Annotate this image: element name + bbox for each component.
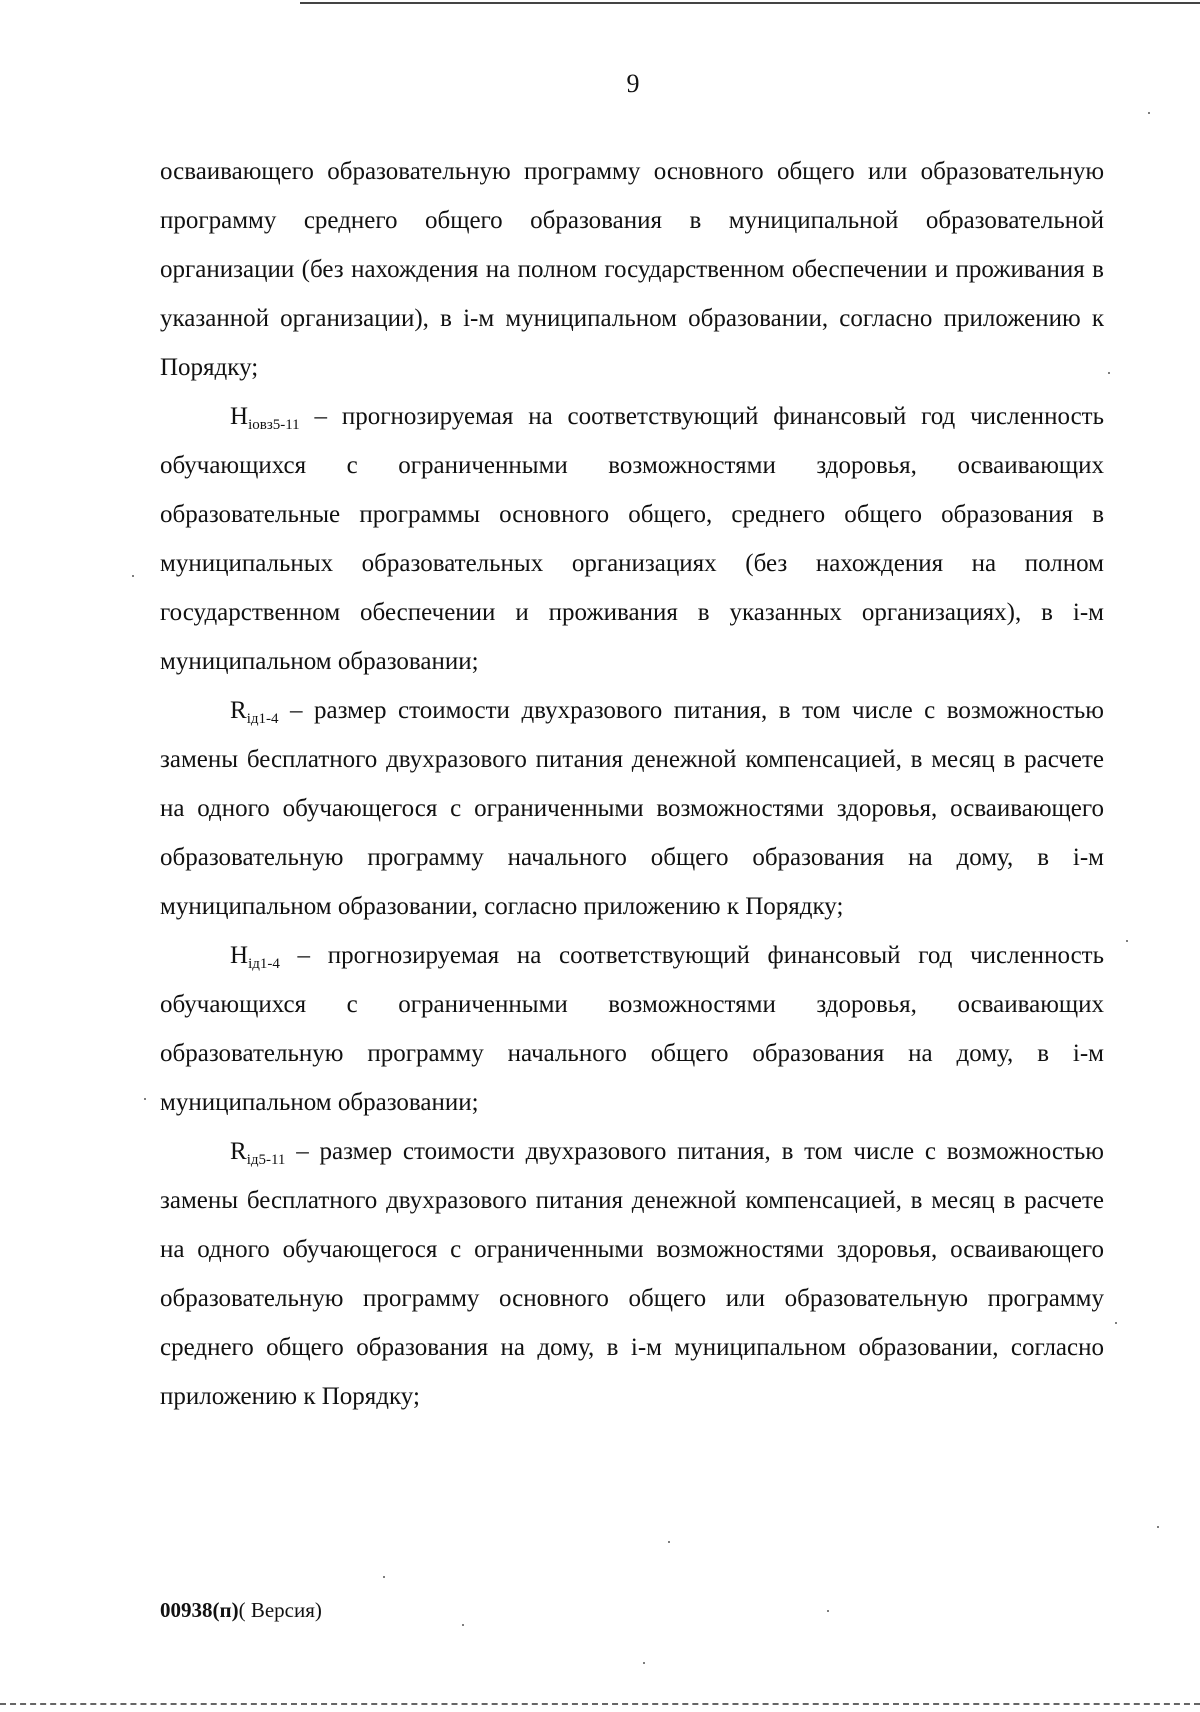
- page-number: 9: [626, 69, 640, 98]
- scan-speck: [132, 575, 134, 577]
- definition-text: – размер стоимости двухразового питания, в том числе с возможностью замены бесплатного двухразового питания денежной компенсацией, в месяц в расчете на одного обучающегося с ограниченными возможностями здоровья, осваивающего образовательную программу начального общего образования на дому, в i-м муниципальном образовании, согласно приложению к Порядку;: [160, 697, 1104, 920]
- scan-speck: [1148, 112, 1150, 114]
- definition-symbol: R: [230, 1138, 247, 1165]
- scan-speck: [1157, 1526, 1159, 1528]
- definition-h-iovz5-11: [160, 392, 1104, 686]
- document-version: ( Версия): [238, 1598, 322, 1622]
- paragraph-continuation: [160, 147, 1104, 392]
- definition-subscript: iд5-11: [246, 1152, 286, 1168]
- top-scan-edge: [300, 2, 1200, 4]
- definition-text: – прогнозируемая на соответствующий финансовый год численность обучающихся с ограниченными возможностями здоровья, осваивающих образовательную программу начального общего образования на дому, в i-м муниципальном образовании;: [160, 942, 1104, 1116]
- definition-subscript: iовз5-11: [248, 417, 300, 433]
- paragraph-text: осваивающего образовательную программу основного общего или образовательную программу среднего общего образования в муниципальной образовательной организации (без нахождения на полном государственном обеспечении и проживания в указанной организации), в i-м муниципальном образовании, согласно приложению к Порядку;: [160, 158, 1104, 381]
- scan-speck: [144, 1098, 146, 1100]
- definition-subscript: iд1-4: [246, 711, 279, 727]
- scan-speck: [827, 1610, 829, 1612]
- definition-symbol: H: [230, 403, 249, 430]
- definition-r-id5-11: [160, 1127, 1104, 1421]
- scan-speck: [383, 1576, 385, 1578]
- scan-speck: [1108, 372, 1110, 374]
- document-code: [160, 1596, 322, 1624]
- scan-speck: [643, 1662, 645, 1664]
- scan-speck: [462, 1624, 464, 1626]
- document-number: 00938(п): [160, 1598, 239, 1622]
- definition-symbol: R: [230, 697, 247, 724]
- document-body: [160, 147, 1104, 1421]
- definition-subscript: iд1-4: [248, 956, 280, 972]
- definition-symbol: H: [230, 942, 249, 969]
- definition-text: – размер стоимости двухразового питания, в том числе с возможностью замены бесплатного двухразового питания денежной компенсацией, в месяц в расчете на одного обучающегося с ограниченными возможностями здоровья, осваивающего образовательную программу основного общего или образовательную программу среднего общего образования на дому, в i-м муниципальном образовании, согласно приложению к Порядку;: [160, 1138, 1104, 1410]
- definition-text: – прогнозируемая на соответствующий финансовый год численность обучающихся с ограниченными возможностями здоровья, осваивающих образовательные программы основного общего, среднего общего образования в муниципальных образовательных организациях (без нахождения на полном государственном обеспечении и проживания в указанных организациях), в i-м муниципальном образовании;: [160, 403, 1104, 675]
- scan-speck: [668, 1541, 670, 1543]
- definition-r-id1-4: [160, 686, 1104, 931]
- bottom-scan-edge: [0, 1703, 1200, 1705]
- scan-speck: [1126, 940, 1128, 942]
- definition-h-id1-4: [160, 931, 1104, 1127]
- scan-speck: [1115, 1322, 1117, 1324]
